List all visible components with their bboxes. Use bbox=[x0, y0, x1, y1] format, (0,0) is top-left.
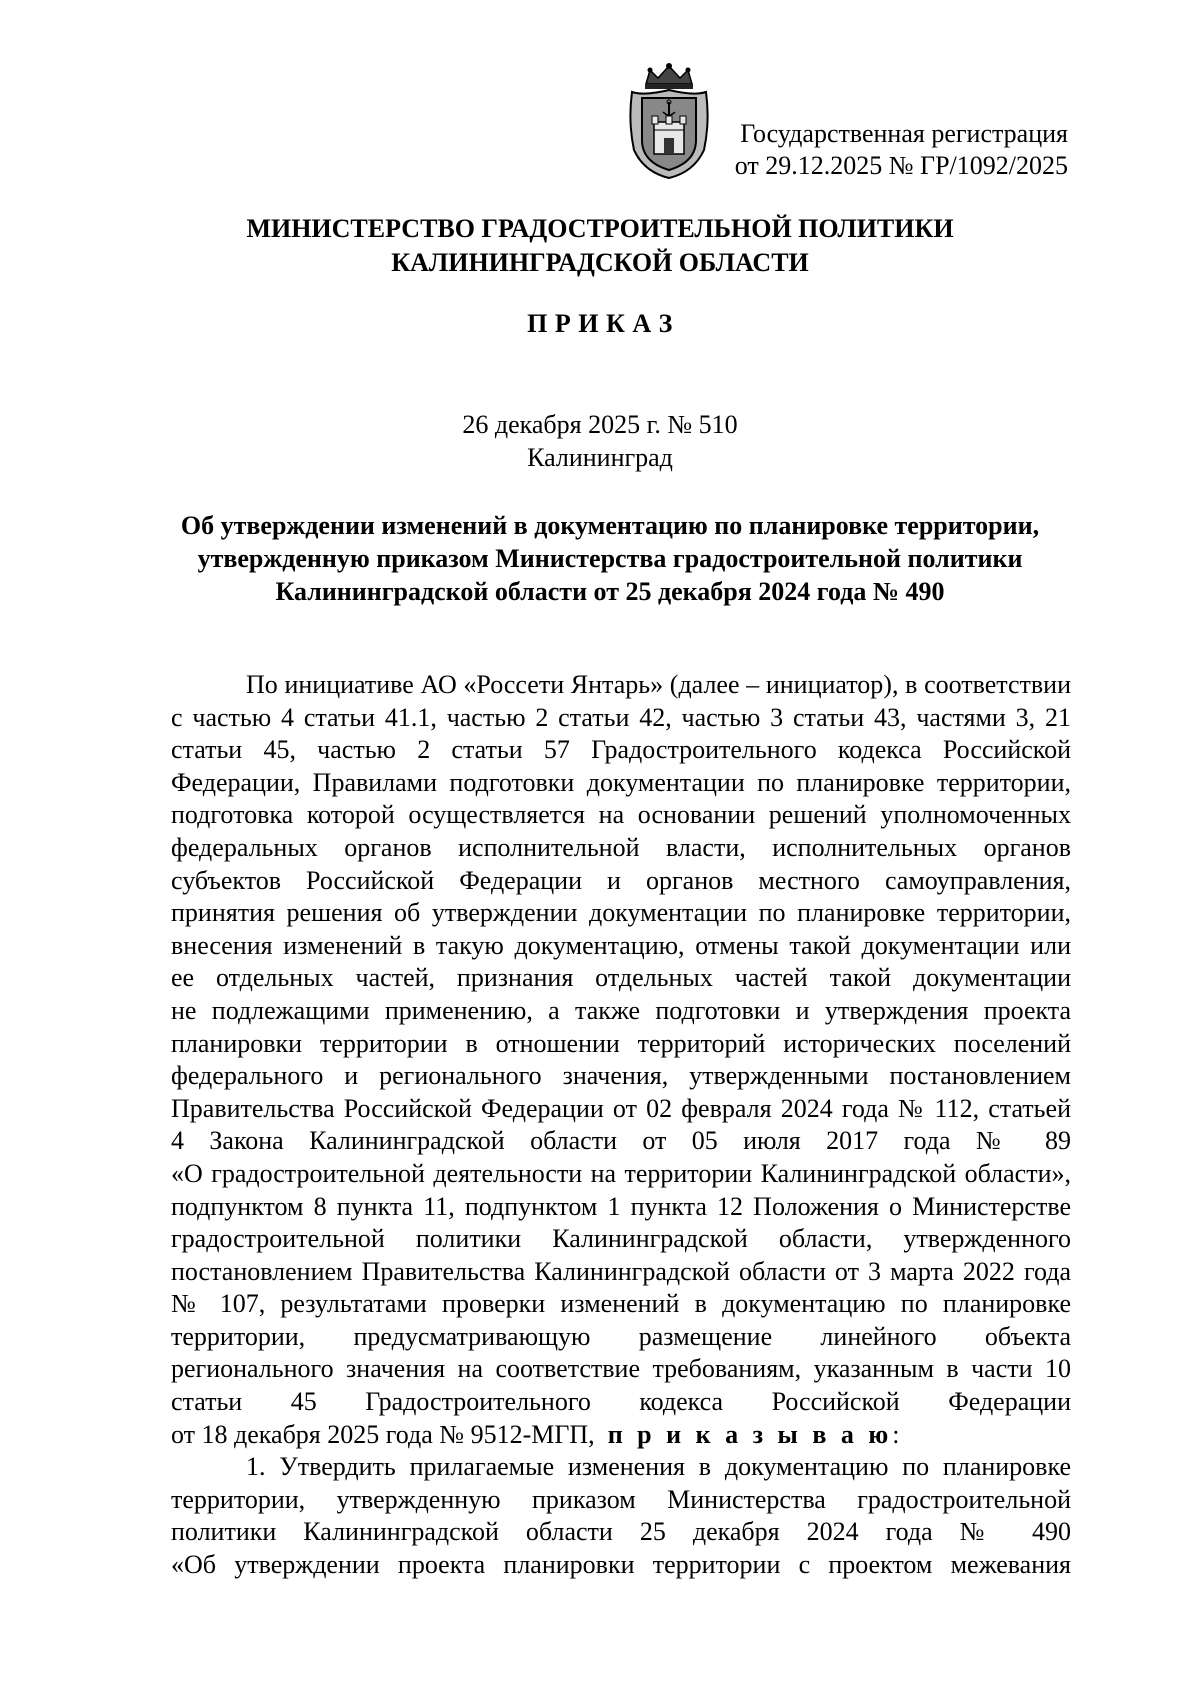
decree-reference: от 18 декабря 2025 года № 9512-МГП, bbox=[171, 1419, 595, 1449]
body-line: подготовка которой осуществляется на основании решений уполномоченных bbox=[171, 800, 1071, 830]
body-line: По инициативе АО «Россети Янтарь» (далее – инициатор), в соответствии bbox=[246, 670, 1071, 699]
registration-line-2: от 29.12.2025 № ГР/1092/2025 bbox=[734, 151, 1068, 180]
body-line: федерального и регионального значения, утвержденными постановлением bbox=[171, 1061, 1071, 1091]
decree-colon: : bbox=[892, 1419, 900, 1449]
order-dateline bbox=[0, 408, 1200, 474]
body-line: постановлением Правительства Калининградской области от 3 марта 2022 года bbox=[171, 1256, 1071, 1286]
decree-keyword: п р и к а з ы в а ю bbox=[607, 1419, 893, 1449]
item-1-line: 1. Утвердить прилагаемые изменения в документацию по планировке bbox=[246, 1452, 1071, 1482]
registration-stamp bbox=[648, 118, 1068, 182]
ministry-name-line-2: КАЛИНИНГРАДСКОЙ ОБЛАСТИ bbox=[391, 248, 809, 277]
decree-line bbox=[171, 1419, 1071, 1452]
registration-line-1: Государственная регистрация bbox=[740, 119, 1068, 148]
ministry-name-line-1: МИНИСТЕРСТВО ГРАДОСТРОИТЕЛЬНОЙ ПОЛИТИКИ bbox=[246, 214, 954, 243]
body-line: с частью 4 статьи 41.1, частью 2 статьи 42, частью 3 статьи 43, частями 3, 21 bbox=[171, 702, 1071, 732]
body-line: 4 Закона Калининградской области от 05 июля 2017 года № 89 bbox=[171, 1126, 1071, 1156]
item-1-line: политики Калининградской области 25 декабря 2024 года № 490 bbox=[171, 1517, 1071, 1547]
body-line: Федерации, Правилами подготовки документации по планировке территории, bbox=[171, 767, 1071, 797]
order-subject-line: Калининградской области от 25 декабря 2024 года № 490 bbox=[275, 577, 945, 606]
order-city: Калининград bbox=[527, 443, 673, 472]
order-body-text bbox=[171, 669, 1071, 1582]
body-line: статьи 45, частью 2 статьи 57 Градостроительного кодекса Российской bbox=[171, 735, 1071, 765]
item-1-line: территории, утвержденную приказом Министерства градостроительной bbox=[171, 1484, 1071, 1514]
body-line: «О градостроительной деятельности на территории Калининградской области», bbox=[171, 1158, 1071, 1188]
order-subject-line: утвержденную приказом Министерства градостроительной политики bbox=[197, 544, 1023, 573]
body-line: № 107, результатами проверки изменений в документацию по планировке bbox=[171, 1289, 1071, 1319]
body-line: внесения изменений в такую документацию, отмены такой документации или bbox=[171, 930, 1071, 960]
body-line: ее отдельных частей, признания отдельных частей такой документации bbox=[171, 963, 1071, 993]
order-subject-line: Об утверждении изменений в документацию по планировке территории, bbox=[180, 511, 1040, 540]
document-type-title: П Р И К А З bbox=[527, 309, 673, 338]
body-line: федеральных органов исполнительной власти, исполнительных органов bbox=[171, 832, 1071, 862]
item-1-line: «Об утверждении проекта планировки территории с проектом межевания bbox=[171, 1550, 1071, 1580]
body-line: регионального значения на соответствие требованиям, указанным в части 10 bbox=[171, 1354, 1071, 1384]
body-line: принятия решения об утверждении документации по планировке территории, bbox=[171, 898, 1071, 928]
body-line: субъектов Российской Федерации и органов местного самоуправления, bbox=[171, 865, 1071, 895]
order-subject bbox=[160, 509, 1060, 608]
body-line: планировки территории в отношении территорий исторических поселений bbox=[171, 1028, 1071, 1058]
body-line: территории, предусматривающую размещение линейного объекта bbox=[171, 1321, 1071, 1351]
ministry-name bbox=[0, 212, 1200, 280]
body-line: градостроительной политики Калининградской области, утвержденного bbox=[171, 1224, 1071, 1254]
body-line: не подлежащими применению, а также подготовки и утверждения проекта bbox=[171, 995, 1071, 1025]
body-line: статьи 45 Градостроительного кодекса Российской Федерации bbox=[171, 1387, 1071, 1417]
body-line: Правительства Российской Федерации от 02 февраля 2024 года № 112, статьей bbox=[171, 1093, 1071, 1123]
body-line: подпунктом 8 пункта 11, подпунктом 1 пункта 12 Положения о Министерстве bbox=[171, 1191, 1071, 1221]
order-date-number: 26 декабря 2025 г. № 510 bbox=[462, 410, 738, 439]
